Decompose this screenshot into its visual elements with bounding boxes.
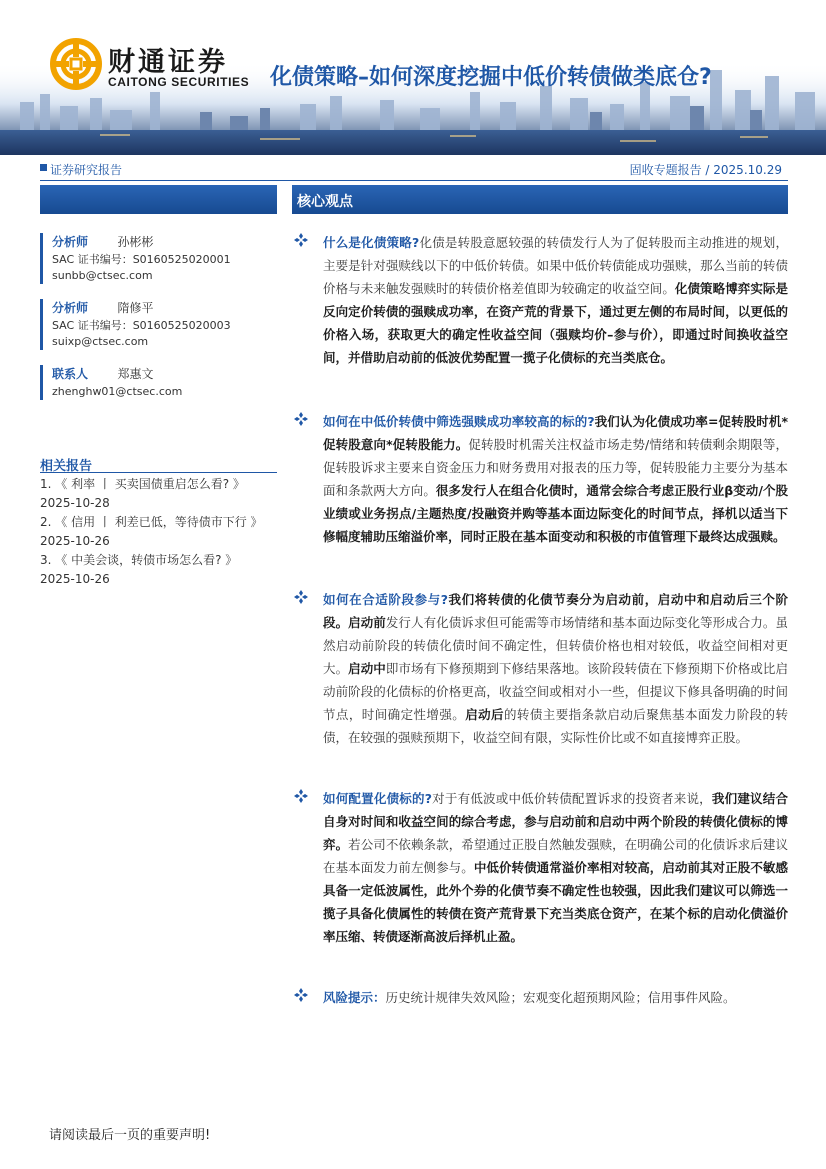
related-reports-divider [40, 472, 277, 473]
caitong-logo-icon [50, 38, 102, 90]
related-reports-title: 相关报告 [40, 459, 93, 474]
core-views-header-bar [292, 185, 788, 214]
point-body: 的转债主要指条款启动后聚焦基本面发力阶段的转债，在较强的强赎预期下，收益空间有限，实际性价比或不如直接博弈正股。 [323, 707, 788, 745]
diamond-bullet-icon [294, 988, 308, 1002]
analyst-role: 分析师 [52, 235, 89, 249]
point-body: 即市场有下修预期到下修结果落地。该阶段转债在下修预期下价格或比启动前阶段的化债标的价格更高，收益空间或相对小一些，但提议下修具备明确的时间节点，时间确定性增强。 [323, 661, 788, 722]
caitong-logo [50, 38, 250, 92]
diamond-bullet-icon [294, 233, 308, 247]
related-report-link[interactable]: 2. 《 信用 丨 利差已低，等待债市下行 》 [40, 515, 263, 529]
point-question: 如何在中低价转债中筛选强赎成功率较高的标的? [323, 414, 595, 429]
disclaimer-note: 请阅读最后一页的重要声明! [49, 1128, 211, 1143]
related-report-link[interactable]: 1. 《 利率 丨 买卖国债重启怎么看? 》 [40, 477, 245, 491]
core-point [294, 588, 788, 749]
analyst-card [40, 299, 277, 350]
point-body: 历史统计规律失效风险；宏观变化超预期风险；信用事件风险。 [385, 990, 736, 1005]
analyst-cert: SAC 证书编号：S0160525020003 [52, 319, 231, 332]
contact-name: 郑惠文 [117, 367, 154, 381]
point-body: 发行人有化债诉求但可能需等市场情绪和基本面边际变化等形成合力。虽然启动前阶段的转债化债时间不确定性，但转债价格也相对较低，收益空间相对更大。 [323, 615, 788, 676]
point-question: 什么是化债策略? [323, 235, 420, 250]
core-point [294, 986, 788, 1009]
diamond-bullet-icon [294, 789, 308, 803]
point-emphasis: 启动后 [465, 707, 504, 722]
analyst-cert: SAC 证书编号：S0160525020001 [52, 253, 231, 266]
point-emphasis: 很多发行人在组合化债时，通常会综合考虑正股行业β变动/个股业绩或业务拐点/主题热度/投融资并购等基本面边际变化的时间节点，择机以适当下修幅度辅助压缩溢价率，同时正股在基本面变动和积极的市值管理下最终达成强赎。 [323, 483, 788, 544]
core-point-text [323, 588, 788, 749]
related-report-link[interactable]: 3. 《 中美会谈，转债市场怎么看? 》 [40, 553, 238, 567]
core-point-text [323, 231, 788, 369]
diamond-bullet-icon [294, 590, 308, 604]
analyst-email[interactable]: sunbb@ctsec.com [52, 269, 153, 282]
point-question: 如何在合适阶段参与? [323, 592, 448, 607]
core-point-text [323, 410, 788, 548]
analyst-email[interactable]: suixp@ctsec.com [52, 335, 149, 348]
core-views-title: 核心观点 [297, 194, 353, 210]
square-bullet-icon [40, 164, 47, 171]
point-body: 对于有低波或中低价转债配置诉求的投资者来说， [431, 791, 712, 806]
point-body: 促转股时机需关注权益市场走势/情绪和转债剩余期限等，促转股诉求主要来自资金压力和财务费用对报表的压力等，促转股能力主要分为基本面和条款两大方向。 [323, 437, 788, 498]
report-title: 化债策略–如何深度挖掘中低价转债做类底仓? [270, 65, 712, 90]
point-emphasis: 化债策略博弈实际是反向定价转债的强赎成功率，在资产荒的背景下，通过更左侧的布局时间，以更低的价格入场，获取更大的确定性收益空间（强赎均价–参与价），即通过时间换收益空间，并借助启动前的低波优势配置一揽子化债标的充当类底仓。 [323, 281, 788, 365]
contact-email[interactable]: zhenghw01@ctsec.com [52, 385, 183, 398]
point-emphasis: 我们将转债的化债节奏分为启动前，启动中和启动后三个阶段。 [323, 592, 788, 630]
point-body: 若公司不依赖条款，希望通过正股自然触发强赎，在明确公司的化债诉求后建议在基本面发力前左侧参与。 [323, 837, 788, 875]
diamond-bullet-icon [294, 412, 308, 426]
related-report-date: 2025-10-26 [40, 534, 110, 548]
point-question: 风险提示： [323, 990, 386, 1005]
report-header [0, 0, 826, 155]
point-emphasis: 我们建议结合自身对时间和收益空间的综合考虑，参与启动前和启动中两个阶段的转债化债标的博弈。 [323, 791, 788, 852]
contact-card [40, 365, 277, 400]
brand-name-cn: 财通证券 [108, 47, 228, 78]
point-emphasis: 我们认为化债成功率=促转股时机*促转股意向*促转股能力。 [323, 414, 788, 452]
core-point [294, 410, 788, 548]
core-point [294, 231, 788, 369]
point-question: 如何配置化债标的? [323, 791, 432, 806]
core-point-text [323, 787, 788, 948]
related-report-date: 2025-10-26 [40, 572, 110, 586]
point-emphasis: 启动中 [348, 661, 386, 676]
point-body: 化债是转股意愿较强的转债发行人为了促转股而主动推进的规划，主要是针对强赎线以下的中低价转债。如果中低价转债能成功强赎，那么当前的转债价格与未来触发强赎时的转债价格差值即为较确定的收益空间。 [323, 235, 788, 296]
report-subheader [40, 155, 788, 181]
core-point-text [323, 986, 788, 1009]
analyst-card [40, 233, 277, 284]
report-category: 证券研究报告 [50, 163, 123, 177]
core-point [294, 787, 788, 948]
related-report-date: 2025-10-28 [40, 496, 110, 510]
point-emphasis: 启动前 [348, 615, 386, 630]
point-emphasis: 中低价转债通常溢价率相对较高，启动前其对正股不敏感具备一定低波属性，此外个券的化债节奏不确定性也较强，因此我们建议可以筛选一揽子具备化债属性的转债在资产荒背景下充当类底仓资产，在某个标的启动化债溢价率压缩、转债逐渐高波后择机止盈。 [323, 860, 788, 944]
brand-name-en: CAITONG SECURITIES [108, 75, 250, 89]
contact-role: 联系人 [52, 367, 89, 381]
analyst-name: 孙彬彬 [117, 235, 154, 249]
analyst-name: 隋修平 [117, 301, 154, 315]
left-column-header-bar [40, 185, 277, 214]
related-reports-list [40, 475, 280, 589]
analyst-role: 分析师 [52, 301, 89, 315]
report-type-date: 固收专题报告 / 2025.10.29 [629, 163, 782, 177]
